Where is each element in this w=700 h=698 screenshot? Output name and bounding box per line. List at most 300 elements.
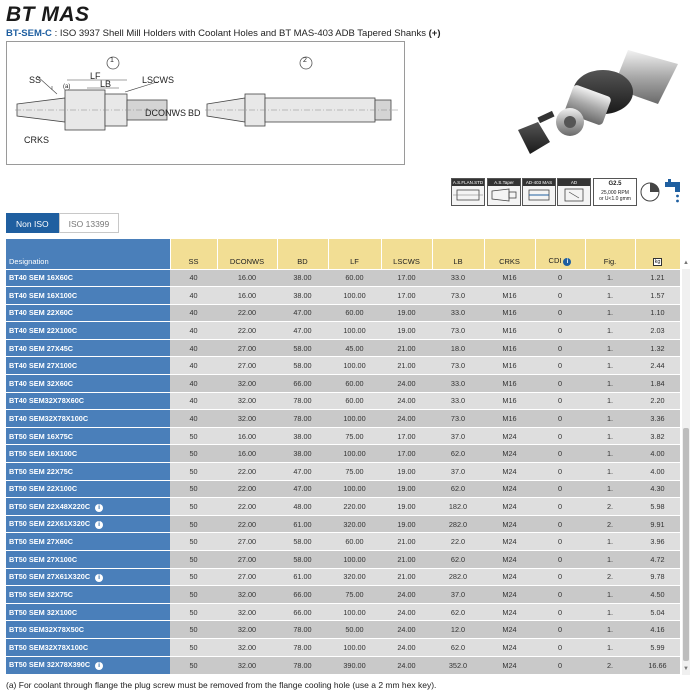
cell-dconws: 27.00 [217,339,277,357]
cell-designation[interactable] [6,498,170,516]
cell-lb: 62.0 [432,603,484,621]
cell-bd: 58.00 [277,533,328,551]
balance-grade: G2.5 [608,181,622,187]
table-row[interactable] [6,410,680,428]
cell-designation[interactable] [6,322,170,340]
cell-designation[interactable] [6,515,170,533]
cell-designation[interactable] [6,586,170,604]
cell-lb: 33.0 [432,304,484,322]
cell-cdi: 0 [535,533,585,551]
cell-lscws: 17.00 [381,445,432,463]
cell-ss: 50 [170,533,217,551]
cell-designation[interactable] [6,551,170,569]
cell-crks: M16 [484,375,535,393]
cell-kg: 4.50 [635,586,680,604]
cell-crks: M16 [484,304,535,322]
cell-fig: 1. [585,480,635,498]
cell-lf: 320.00 [328,515,381,533]
cell-lb: 18.0 [432,339,484,357]
cell-lb: 282.0 [432,515,484,533]
cell-lscws: 24.00 [381,603,432,621]
cell-ss: 40 [170,375,217,393]
designation-text[interactable]: BT50 SEM32X78X100C [9,642,89,652]
table-row[interactable] [6,375,680,393]
cell-ss: 40 [170,392,217,410]
scrollbar-thumb[interactable] [683,428,689,661]
cell-lscws: 24.00 [381,621,432,639]
col-fig[interactable]: Fig. [585,239,635,269]
designation-text[interactable]: BT50 SEM 27X61X320C [9,571,91,581]
table-row[interactable] [6,287,680,305]
cell-kg: 4.30 [635,480,680,498]
cell-kg: 1.57 [635,287,680,305]
cell-ss: 50 [170,656,217,674]
cell-cdi: 0 [535,515,585,533]
cell-kg: 2.20 [635,392,680,410]
cell-dconws: 32.00 [217,410,277,428]
cell-lb: 62.0 [432,551,484,569]
cell-ss: 50 [170,638,217,656]
table-row[interactable] [6,445,680,463]
cell-designation[interactable] [6,375,170,393]
cell-bd: 58.00 [277,357,328,375]
cell-dconws: 22.00 [217,463,277,481]
cell-cdi: 0 [535,603,585,621]
cell-crks: M16 [484,410,535,428]
cell-bd: 78.00 [277,392,328,410]
cell-fig: 1. [585,269,635,287]
cell-fig: 1. [585,287,635,305]
holder-drawing-svg [7,42,406,166]
cdi-info-icon[interactable]: i [563,258,571,266]
scroll-up-arrow[interactable]: ▲ [683,260,689,266]
product-photo [508,42,688,166]
cell-designation[interactable] [6,463,170,481]
cell-lb: 73.0 [432,322,484,340]
table-row[interactable] [6,603,680,621]
cell-lf: 60.00 [328,533,381,551]
cell-designation[interactable] [6,410,170,428]
designation-text[interactable]: BT50 SEM 32X78X390C [9,660,91,670]
cell-kg: 9.91 [635,515,680,533]
cell-designation[interactable] [6,533,170,551]
cell-crks: M24 [484,551,535,569]
col-kg[interactable] [635,239,680,269]
table-row[interactable] [6,269,680,287]
cell-cdi: 0 [535,480,585,498]
cell-lb: 12.0 [432,621,484,639]
balance-icon [639,178,661,206]
cell-lf: 100.00 [328,410,381,428]
cell-crks: M24 [484,463,535,481]
designation-text[interactable]: BT50 SEM 27X100C [9,554,78,564]
cell-fig: 1. [585,621,635,639]
cell-cdi: 0 [535,551,585,569]
cell-crks: M24 [484,515,535,533]
technical-diagram [6,41,405,165]
table-row[interactable] [6,480,680,498]
cell-cdi: 0 [535,463,585,481]
table-row[interactable] [6,339,680,357]
designation-text[interactable]: BT50 SEM 16X75C [9,431,74,441]
cell-bd: 66.00 [277,586,328,604]
cell-dconws: 32.00 [217,603,277,621]
cell-lf: 100.00 [328,445,381,463]
designation-text[interactable]: BT40 SEM32X78X60C [9,396,85,406]
cell-lscws: 24.00 [381,375,432,393]
cell-bd: 78.00 [277,621,328,639]
cell-dconws: 32.00 [217,656,277,674]
cell-bd: 47.00 [277,322,328,340]
cell-designation[interactable] [6,445,170,463]
cell-dconws: 16.00 [217,269,277,287]
cell-fig: 1. [585,339,635,357]
cell-kg: 3.36 [635,410,680,428]
cell-designation[interactable] [6,568,170,586]
cell-lscws: 17.00 [381,287,432,305]
cell-ss: 40 [170,304,217,322]
cell-cdi: 0 [535,339,585,357]
designation-text[interactable]: BT50 SEM 22X61X320C [9,519,91,529]
cell-dconws: 22.00 [217,498,277,516]
cell-lf: 100.00 [328,480,381,498]
table-row[interactable] [6,357,680,375]
cell-fig: 2. [585,498,635,516]
table-row[interactable] [6,515,680,533]
cell-lscws: 24.00 [381,638,432,656]
designation-text[interactable]: BT40 SEM 16X60C [9,273,74,283]
cell-kg: 16.66 [635,656,680,674]
table-row[interactable] [6,551,680,569]
cell-lscws: 21.00 [381,568,432,586]
cell-dconws: 22.00 [217,515,277,533]
cell-crks: M24 [484,480,535,498]
cell-lscws: 24.00 [381,586,432,604]
table-row[interactable] [6,322,680,340]
cell-ss: 50 [170,480,217,498]
designation-text[interactable]: BT50 SEM 16X100C [9,449,78,459]
cell-fig: 1. [585,445,635,463]
cell-crks: M16 [484,287,535,305]
dim-bd-label: BD [188,108,201,118]
designation-text[interactable]: BT40 SEM32X78X100C [9,414,89,424]
tab-non-iso[interactable]: Non ISO [6,213,59,233]
table-row[interactable] [6,656,680,674]
table-header-row [6,239,680,269]
cell-ss: 50 [170,621,217,639]
footnote: (a) For coolant through flange the plug screw must be removed from the flange cooling hole (use a 2 mm hex key). [6,680,437,690]
cell-fig: 2. [585,515,635,533]
balance-rpm: 25,000 RPM [601,190,629,196]
cell-lb: 37.0 [432,586,484,604]
table-row[interactable] [6,586,680,604]
cell-crks: M24 [484,586,535,604]
cell-bd: 78.00 [277,656,328,674]
product-description: : ISO 3937 Shell Mill Holders with Coolant Holes and BT MAS-403 ADB Tapered Shanks [54,28,426,39]
cell-dconws: 27.00 [217,533,277,551]
designation-text[interactable]: BT40 SEM 27X45C [9,343,74,353]
cell-lf: 60.00 [328,304,381,322]
cell-kg: 5.99 [635,638,680,656]
info-icon[interactable]: i [95,521,103,529]
cell-ss: 50 [170,603,217,621]
cell-kg: 3.82 [635,427,680,445]
cell-cdi: 0 [535,304,585,322]
designation-text[interactable]: BT40 SEM 16X100C [9,290,78,300]
cell-dconws: 32.00 [217,392,277,410]
cell-kg: 1.10 [635,304,680,322]
col-lf[interactable]: LF [328,239,381,269]
cell-lscws: 19.00 [381,515,432,533]
cell-designation[interactable] [6,621,170,639]
cell-kg: 4.00 [635,445,680,463]
table-row[interactable] [6,427,680,445]
cell-designation[interactable] [6,638,170,656]
designation-text[interactable]: BT50 SEM 22X48X220C [9,501,91,511]
cell-dconws: 22.00 [217,322,277,340]
cell-lf: 100.00 [328,287,381,305]
info-icon[interactable]: i [95,662,103,670]
cell-ss: 50 [170,498,217,516]
cell-bd: 47.00 [277,463,328,481]
cell-lscws: 19.00 [381,480,432,498]
designation-text[interactable]: BT50 SEM 22X75C [9,466,74,476]
info-icon[interactable]: i [95,574,103,582]
cell-lscws: 21.00 [381,339,432,357]
product-table-container [6,239,691,675]
cell-crks: M24 [484,445,535,463]
cell-cdi: 0 [535,357,585,375]
cell-cdi: 0 [535,621,585,639]
cell-crks: M24 [484,638,535,656]
cell-cdi: 0 [535,445,585,463]
col-lscws[interactable]: LSCWS [381,239,432,269]
designation-text[interactable]: BT40 SEM 27X100C [9,361,78,371]
cell-designation[interactable] [6,357,170,375]
table-row[interactable] [6,568,680,586]
cell-cdi: 0 [535,498,585,516]
cell-cdi: 0 [535,568,585,586]
table-row[interactable] [6,392,680,410]
cell-kg: 9.78 [635,568,680,586]
col-designation[interactable]: Designation [6,239,170,269]
balance-mass: or U<1.0 gmm [599,196,631,202]
cell-designation[interactable] [6,339,170,357]
designation-text[interactable]: BT50 SEM 22X100C [9,484,78,494]
table-row[interactable] [6,621,680,639]
cell-ss: 50 [170,568,217,586]
cell-designation[interactable] [6,392,170,410]
cell-bd: 47.00 [277,304,328,322]
cell-dconws: 32.00 [217,375,277,393]
cell-lb: 37.0 [432,427,484,445]
cell-lb: 282.0 [432,568,484,586]
cell-lf: 100.00 [328,322,381,340]
dim-dconws-label: DCONWS [145,108,186,118]
cell-fig: 1. [585,357,635,375]
cell-cdi: 0 [535,586,585,604]
cell-kg: 4.00 [635,463,680,481]
cell-cdi: 0 [535,656,585,674]
col-cdi-label: CDI [548,255,562,265]
cell-kg: 5.04 [635,603,680,621]
cell-designation[interactable] [6,603,170,621]
cell-dconws: 16.00 [217,445,277,463]
col-crks[interactable]: CRKS [484,239,535,269]
cell-dconws: 32.00 [217,638,277,656]
tab-iso-13399[interactable]: ISO 13399 [59,213,120,233]
as-flange-label: A.S.FLAN.STD [452,180,484,185]
cell-fig: 1. [585,463,635,481]
cell-cdi: 0 [535,375,585,393]
cell-crks: M24 [484,603,535,621]
cell-kg: 3.96 [635,533,680,551]
cell-lb: 37.0 [432,463,484,481]
cell-dconws: 27.00 [217,551,277,569]
cell-bd: 38.00 [277,445,328,463]
cell-lf: 100.00 [328,603,381,621]
designation-text[interactable]: BT40 SEM 22X60C [9,308,74,318]
cell-fig: 1. [585,551,635,569]
designation-text[interactable]: BT50 SEM32X78X50C [9,625,85,635]
cell-designation[interactable] [6,287,170,305]
cell-designation[interactable] [6,304,170,322]
cell-lf: 390.00 [328,656,381,674]
cell-fig: 1. [585,586,635,604]
cell-bd: 47.00 [277,480,328,498]
cell-crks: M16 [484,392,535,410]
cell-bd: 66.00 [277,603,328,621]
cell-lb: 352.0 [432,656,484,674]
cell-dconws: 22.00 [217,480,277,498]
coolant-tap-icon [663,178,687,206]
cell-lb: 33.0 [432,269,484,287]
cell-lscws: 21.00 [381,533,432,551]
cell-dconws: 16.00 [217,287,277,305]
cell-lscws: 21.00 [381,551,432,569]
cell-designation[interactable] [6,427,170,445]
cell-crks: M16 [484,357,535,375]
cell-lf: 45.00 [328,339,381,357]
cell-ss: 50 [170,445,217,463]
cell-ss: 50 [170,586,217,604]
coolant-thru-label: AD [558,179,590,186]
expand-button[interactable]: (+) [428,28,441,39]
standard-tabs [6,213,119,233]
cell-bd: 38.00 [277,269,328,287]
cell-lb: 62.0 [432,638,484,656]
cell-lf: 100.00 [328,551,381,569]
fig2-label: 2 [303,57,307,64]
table-row[interactable] [6,638,680,656]
designation-text[interactable]: BT50 SEM 32X75C [9,589,74,599]
col-bd[interactable]: BD [277,239,328,269]
designation-text[interactable]: BT50 SEM 27X60C [9,537,74,547]
cell-dconws: 22.00 [217,304,277,322]
cell-fig: 1. [585,410,635,428]
cell-ss: 40 [170,410,217,428]
table-row[interactable] [6,498,680,516]
cell-fig: 1. [585,375,635,393]
ad-taper-label: A.S.Taper [488,179,520,186]
cell-ss: 40 [170,357,217,375]
cell-kg: 2.44 [635,357,680,375]
page-subtitle [6,28,440,39]
cell-lscws: 19.00 [381,322,432,340]
cell-fig: 1. [585,322,635,340]
cell-crks: M24 [484,568,535,586]
cell-kg: 5.98 [635,498,680,516]
cell-ss: 50 [170,551,217,569]
coolant-thru-icon [557,178,591,206]
col-cdi[interactable] [535,239,585,269]
cell-fig: 1. [585,392,635,410]
table-row[interactable] [6,463,680,481]
col-dconws[interactable]: DCONWS [217,239,277,269]
cell-ss: 40 [170,339,217,357]
cell-lscws: 19.00 [381,463,432,481]
cell-ss: 50 [170,463,217,481]
cell-lb: 33.0 [432,392,484,410]
dim-lb-label: LB [100,79,112,89]
designation-text[interactable]: BT50 SEM 32X100C [9,607,78,617]
cell-dconws: 32.00 [217,621,277,639]
cell-bd: 78.00 [277,410,328,428]
dim-ss-label: SS [29,75,42,85]
info-icon[interactable]: i [95,504,103,512]
cell-designation[interactable] [6,480,170,498]
cell-ss: 40 [170,287,217,305]
cell-crks: M24 [484,656,535,674]
cell-lscws: 19.00 [381,498,432,516]
cell-lb: 62.0 [432,480,484,498]
cell-dconws: 27.00 [217,357,277,375]
cell-crks: M16 [484,322,535,340]
note-a-label: (a) [63,84,71,90]
fig1-label: 1 [110,57,114,64]
cell-fig: 1. [585,427,635,445]
cell-cdi: 0 [535,287,585,305]
cell-lf: 60.00 [328,269,381,287]
table-row[interactable] [6,304,680,322]
cell-lb: 22.0 [432,533,484,551]
scroll-down-arrow[interactable]: ▼ [683,666,689,672]
designation-text[interactable]: BT40 SEM 22X100C [9,326,78,336]
cell-lf: 100.00 [328,357,381,375]
cell-designation[interactable] [6,269,170,287]
cell-dconws: 16.00 [217,427,277,445]
cell-bd: 58.00 [277,339,328,357]
cell-fig: 2. [585,656,635,674]
cell-bd: 58.00 [277,551,328,569]
dim-crks-label: CRKS [24,135,50,145]
cell-lf: 60.00 [328,375,381,393]
col-ss[interactable]: SS [170,239,217,269]
cell-lf: 50.00 [328,621,381,639]
cell-crks: M24 [484,427,535,445]
cell-designation[interactable] [6,656,170,674]
col-lb[interactable]: LB [432,239,484,269]
cell-lscws: 24.00 [381,410,432,428]
cell-lscws: 24.00 [381,392,432,410]
designation-text[interactable]: BT40 SEM 32X60C [9,378,74,388]
cell-fig: 1. [585,638,635,656]
table-row[interactable] [6,533,680,551]
weight-icon: kg [654,258,661,265]
cell-kg: 1.21 [635,269,680,287]
cell-crks: M24 [484,621,535,639]
cell-cdi: 0 [535,269,585,287]
